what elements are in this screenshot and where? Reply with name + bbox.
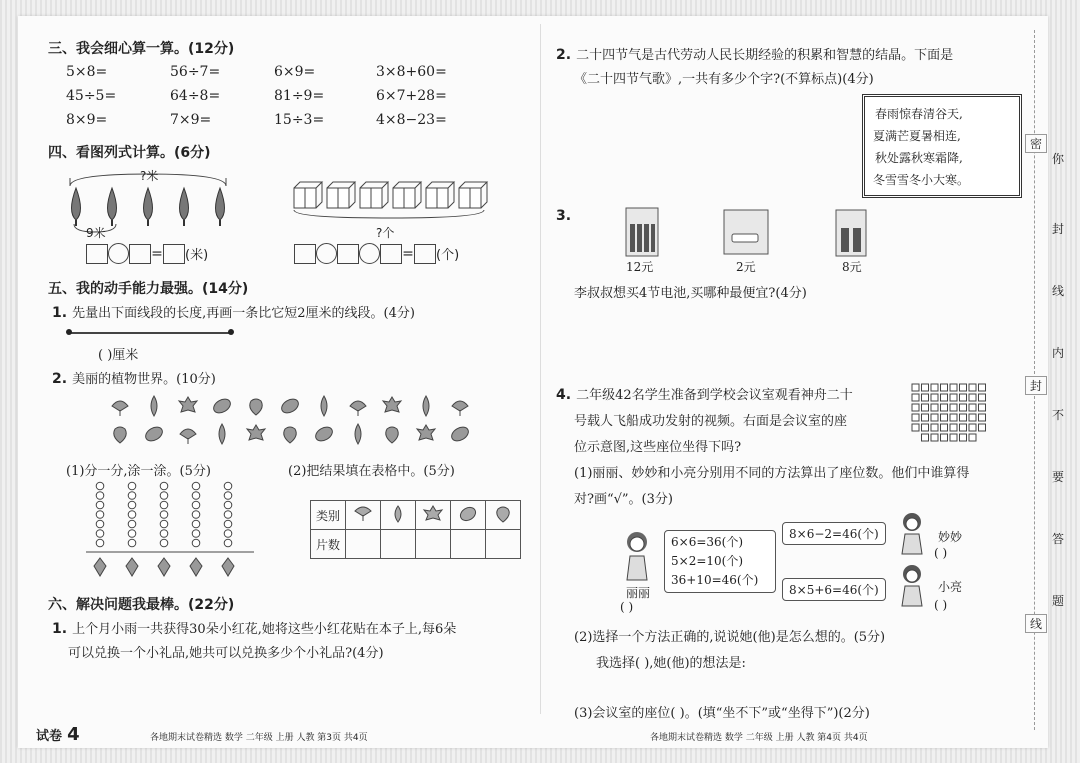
section6-q1 (52, 618, 456, 637)
leaf-icon (313, 424, 335, 443)
leaf-icon (449, 424, 471, 443)
leaf-icon (321, 396, 327, 416)
seat (931, 394, 938, 401)
leaf-icon (180, 429, 196, 444)
trees-gap-label: 9米 (86, 226, 106, 240)
poem-frame (862, 94, 1022, 198)
cube-icon (360, 182, 388, 208)
sub-question-2: (2)把结果填在表格中。(5分) (288, 464, 455, 479)
xiaoliang-check[interactable]: ( ) (934, 598, 948, 612)
tree-icon (108, 188, 117, 226)
seat (969, 424, 976, 431)
right-q3-question: 李叔叔想买4节电池,买哪种最便宜?(4分) (574, 286, 807, 301)
leaf-icon (151, 396, 157, 416)
calc-item[interactable]: 7×9= (170, 112, 212, 128)
trees-equation (86, 243, 208, 264)
left-footer (36, 724, 80, 745)
seat (969, 404, 976, 411)
tally-circle (96, 482, 104, 490)
tally-circle (160, 511, 168, 519)
seat (922, 414, 929, 421)
margin-char: 内 (1051, 346, 1064, 360)
seat (960, 434, 967, 441)
tally-circle (224, 520, 232, 528)
answer-box[interactable] (337, 244, 359, 264)
sub1-line1: (1)丽丽、妙妙和小亮分别用不同的方法算出了座位数。他们中谁算得 (574, 466, 970, 481)
question-text-line2: 号载人飞船成功发射的视频。右面是会议室的座 (574, 414, 848, 429)
leaf-icon (179, 397, 197, 412)
tree-icon (144, 188, 153, 226)
tally-circle (224, 492, 232, 500)
price-pack-1: 12元 (626, 260, 654, 274)
tally-circle (224, 539, 232, 547)
seat (950, 404, 957, 411)
question-text-line3: 位示意图,这些座位坐得下吗? (574, 440, 742, 455)
seat (941, 424, 948, 431)
count-cell[interactable] (416, 530, 451, 559)
lili-calc-line: 6×6=36(个) (671, 535, 744, 549)
margin-warning-text (1048, 150, 1068, 654)
section5-title: 五、我的动手能力最强。(14分) (48, 281, 249, 297)
seat (960, 384, 967, 391)
tally-circle (224, 501, 232, 509)
tally-circle (160, 520, 168, 528)
leaf-icon (126, 558, 138, 576)
leaf-icon (211, 396, 233, 415)
tally-circle (192, 530, 200, 538)
seat (912, 394, 919, 401)
cubes-total-label: ?个 (376, 226, 395, 240)
tally-circle (160, 492, 168, 500)
question-text-line1: 上个月小雨一共获得30朵小红花,她将这些小红花贴在本子上,每6朵 (72, 622, 457, 637)
answer-box[interactable] (414, 244, 436, 264)
leaf-icon (452, 401, 468, 416)
tally-circle (128, 482, 136, 490)
cube-icon (393, 182, 421, 208)
poem-text (865, 97, 1019, 191)
miaomiao-calc: 8×6−2=46(个) (782, 522, 886, 545)
leaf-icon (94, 558, 106, 576)
seat (969, 414, 976, 421)
answer-box[interactable] (129, 244, 151, 264)
right-q2 (556, 44, 953, 63)
operator-circle[interactable] (108, 243, 129, 264)
poem-line: 秋处露秋寒霜降, (875, 151, 963, 165)
trees-total-label: ?米 (140, 169, 159, 183)
tree-icon (72, 188, 81, 226)
seat (941, 434, 948, 441)
calc-item[interactable]: 5×8= (66, 64, 108, 80)
seating-diagram (910, 382, 992, 446)
leaf-icon (423, 396, 429, 416)
calc-item[interactable]: 6×7+28= (376, 88, 447, 104)
answer-box[interactable] (86, 244, 108, 264)
section5-q1 (52, 302, 415, 321)
leaf-icon (219, 424, 225, 444)
sub3-question[interactable]: (3)会议室的座位( )。(填“坐不下”或“坐得下”)(2分) (574, 706, 870, 721)
miaomiao-check[interactable]: ( ) (934, 546, 948, 560)
question-number: 2. (52, 371, 68, 387)
seat (912, 404, 919, 411)
tally-circle (96, 539, 104, 547)
margin-char: 线 (1051, 284, 1064, 298)
tally-circle (192, 520, 200, 528)
table-header-cell: 类别 (311, 501, 346, 530)
measure-segment (68, 332, 232, 334)
calc-item[interactable]: 8×9= (66, 112, 108, 128)
leaf-icon (158, 558, 170, 576)
question-text: 美丽的植物世界。(10分) (72, 372, 216, 387)
seat (950, 384, 957, 391)
question-text-line1: 二年级42名学生准备到学校会议室观看神舟二十 (576, 388, 853, 403)
tally-circle (192, 539, 200, 547)
price-pack-3: 8元 (842, 260, 862, 274)
seat (922, 434, 929, 441)
tally-circle (128, 530, 136, 538)
leaf-icon (355, 424, 361, 444)
sub2-question: (2)选择一个方法正确的,说说她(他)是怎么想的。(5分) (574, 630, 886, 645)
seat (960, 414, 967, 421)
tally-circle (128, 520, 136, 528)
seat (931, 404, 938, 411)
answer-box[interactable] (380, 244, 402, 264)
question-text: 先量出下面线段的长度,再画一条比它短2厘米的线段。(4分) (72, 306, 415, 321)
margin-char: 题 (1051, 594, 1064, 608)
calc-item[interactable]: 3×8+60= (376, 64, 447, 80)
seat (922, 394, 929, 401)
seat (950, 424, 957, 431)
trees-unit: (米) (185, 248, 209, 263)
classification-table (310, 500, 521, 559)
leaf-icon (222, 558, 234, 576)
equals-sign: = (151, 245, 163, 262)
leaf-icon (383, 397, 401, 412)
question-number: 2. (556, 47, 572, 63)
lili-calc-line: 5×2=10(个) (671, 554, 744, 568)
sub1-line2: 对?画“√”。(3分) (574, 492, 673, 507)
tree-icon (216, 188, 225, 226)
leaf-icon (250, 399, 262, 415)
tally-circle (128, 492, 136, 500)
section6-title: 六、解决问题我最棒。(22分) (48, 597, 235, 613)
question-number: 1. (52, 305, 68, 321)
xiaoliang-name: 小亮 (938, 580, 963, 594)
seat (950, 434, 957, 441)
willow-leaf-icon (381, 501, 416, 530)
seat (931, 434, 938, 441)
length-answer[interactable]: ( )厘米 (98, 348, 139, 363)
seat (912, 414, 919, 421)
seat (912, 424, 919, 431)
leaf-icon (417, 425, 435, 440)
round-leaf-icon (486, 501, 521, 530)
leaf-icon (247, 425, 265, 440)
question-text-line2: 可以兑换一个小礼品,她共可以兑换多少个小礼品?(4分) (68, 646, 384, 661)
page-divider (540, 24, 541, 714)
calc-item[interactable]: 4×8−23= (376, 112, 447, 128)
question-text-line2: 《二十四节气歌》,一共有多少个字?(不算标点)(4分) (574, 72, 874, 87)
margin-char: 答 (1051, 532, 1064, 546)
right-footer-text: 各地期末试卷精选 数学 二年级 上册 人教 第4页 共4页 (650, 733, 868, 743)
seat (922, 404, 929, 411)
cubes-unit: (个) (436, 248, 460, 263)
tally-circle (160, 482, 168, 490)
footer-label: 试卷 (36, 729, 63, 744)
seat (941, 394, 948, 401)
tally-circle (128, 501, 136, 509)
maple-leaf-icon (416, 501, 451, 530)
seat (950, 394, 957, 401)
ginkgo-leaf-icon (346, 501, 381, 530)
seal-tag-2: 封 (1025, 376, 1047, 395)
poem-line: 夏满芒夏暑相连, (873, 129, 961, 143)
seat (960, 394, 967, 401)
margin-char: 封 (1051, 222, 1064, 236)
sub-question-1: (1)分一分,涂一涂。(5分) (66, 464, 211, 479)
right-q3-number: 3. (556, 208, 572, 224)
seat (979, 424, 986, 431)
tree-icon (180, 188, 189, 226)
left-footer-text: 各地期末试卷精选 数学 二年级 上册 人教 第3页 共4页 (150, 733, 368, 743)
count-cell[interactable] (451, 530, 486, 559)
leaf-icon (143, 424, 165, 443)
tally-circle (224, 530, 232, 538)
seat (931, 424, 938, 431)
calc-item[interactable]: 6×9= (274, 64, 316, 80)
margin-char: 要 (1051, 470, 1064, 484)
seat (950, 414, 957, 421)
margin-char: 不 (1051, 408, 1064, 422)
count-cell[interactable] (381, 530, 416, 559)
question-number: 4. (556, 387, 572, 403)
xiaoliang-calc: 8×5+6=46(个) (782, 578, 886, 601)
count-cell[interactable] (486, 530, 521, 559)
xiaoliang-avatar (898, 564, 926, 608)
seat (979, 394, 986, 401)
tally-circle (224, 511, 232, 519)
miaomiao-name: 妙妙 (938, 530, 963, 544)
tally-circle (96, 511, 104, 519)
cubes-equation (294, 243, 459, 264)
answer-box[interactable] (294, 244, 316, 264)
poem-line: 冬雪雪冬小大寒。 (873, 173, 970, 187)
seat (960, 424, 967, 431)
tally-circle (160, 539, 168, 547)
section3-title: 三、我会细心算一算。(12分) (48, 41, 235, 57)
seat (941, 414, 948, 421)
poem-line: 春雨惊春清谷天, (875, 107, 963, 121)
section4-title: 四、看图列式计算。(6分) (48, 145, 211, 161)
seat (931, 414, 938, 421)
cube-icon (459, 182, 487, 208)
seal-tag-3: 线 (1025, 614, 1047, 633)
tally-circle (224, 482, 232, 490)
seat (941, 404, 948, 411)
seat (979, 414, 986, 421)
seat (979, 384, 986, 391)
seat (960, 404, 967, 411)
seat (969, 394, 976, 401)
tally-circle (192, 482, 200, 490)
tally-circle (96, 530, 104, 538)
lili-name: 丽丽 (626, 586, 651, 600)
operator-circle[interactable] (316, 243, 337, 264)
segment-endpoint (228, 329, 234, 335)
cube-icon (294, 182, 322, 208)
right-q4 (556, 384, 853, 403)
calc-item[interactable]: 15÷3= (274, 112, 325, 128)
bead-chart (86, 480, 256, 580)
leaf-icon (114, 427, 126, 443)
seat (922, 384, 929, 391)
calc-item[interactable]: 81÷9= (274, 88, 325, 104)
seat (931, 384, 938, 391)
calc-item[interactable]: 56÷7= (170, 64, 221, 80)
operator-circle[interactable] (359, 243, 380, 264)
leaf-icon (350, 401, 366, 416)
seal-tag-1: 密 (1025, 134, 1047, 153)
calc-item[interactable]: 45÷5= (66, 88, 117, 104)
leaf-icon (284, 427, 296, 443)
table-header-cell: 片数 (311, 530, 346, 559)
leaf-icon (386, 427, 398, 443)
leaf-icon (190, 558, 202, 576)
tally-circle (192, 492, 200, 500)
tally-circle (96, 501, 104, 509)
footer-page-number: 4 (67, 724, 80, 745)
section5-q2 (52, 368, 216, 387)
battery-packs (622, 206, 882, 258)
leaves-illustration (100, 392, 480, 450)
tally-circle (192, 511, 200, 519)
leaf-icon (279, 396, 301, 415)
lili-check[interactable]: ( ) (620, 600, 634, 614)
tally-circle (160, 530, 168, 538)
tally-circle (160, 501, 168, 509)
seat (969, 434, 976, 441)
seat (979, 404, 986, 411)
tally-circle (96, 520, 104, 528)
cube-icon (327, 182, 355, 208)
lili-speech-bubble (664, 530, 776, 593)
cube-icon (426, 182, 454, 208)
leaf-icon (112, 401, 128, 416)
segment-endpoint (66, 329, 72, 335)
tally-circle (96, 492, 104, 500)
price-pack-2: 2元 (736, 260, 756, 274)
calc-item[interactable]: 64÷8= (170, 88, 221, 104)
miaomiao-avatar (898, 512, 926, 556)
oval-leaf-icon (451, 501, 486, 530)
question-number: 1. (52, 621, 68, 637)
answer-box[interactable] (163, 244, 185, 264)
question-text-line1: 二十四节气是古代劳动人民长期经验的积累和智慧的结晶。下面是 (576, 48, 954, 63)
tally-circle (128, 539, 136, 547)
lili-calc-line: 36+10=46(个) (671, 573, 759, 587)
lili-avatar (622, 530, 652, 584)
seat (969, 384, 976, 391)
equals-sign: = (402, 245, 414, 262)
tally-circle (192, 501, 200, 509)
seat (941, 384, 948, 391)
count-cell[interactable] (346, 530, 381, 559)
margin-char: 你 (1051, 152, 1064, 166)
seat (922, 424, 929, 431)
tally-circle (128, 511, 136, 519)
seat (912, 384, 919, 391)
sub2-fill-line[interactable]: 我选择( ),她(他)的想法是: (596, 656, 746, 671)
